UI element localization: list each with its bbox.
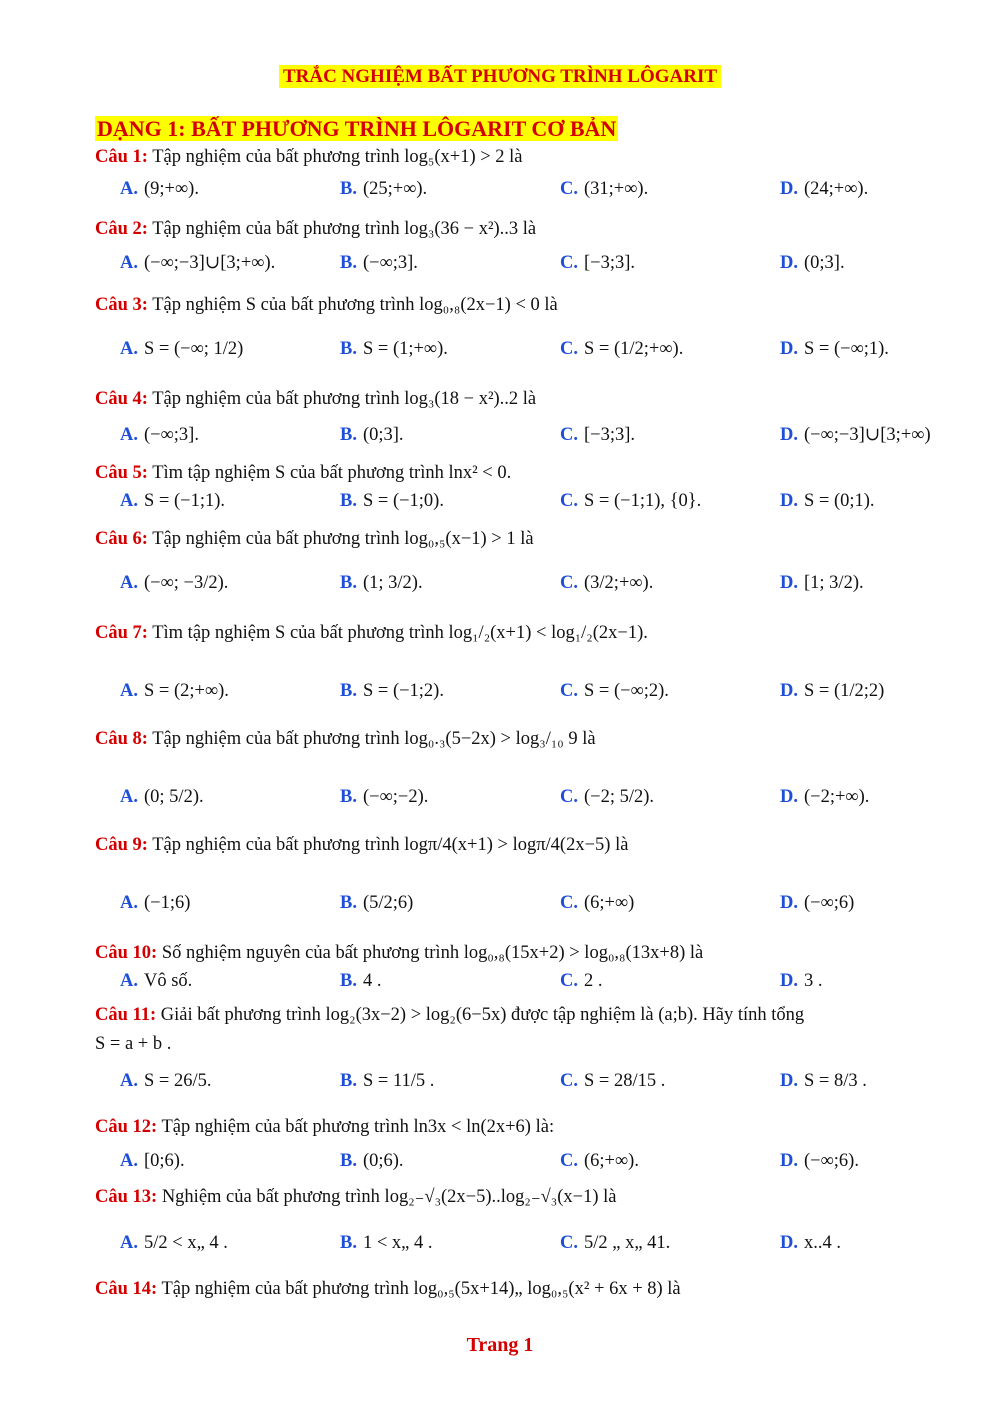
option-label: C. [560,893,578,913]
question-stem: Tập nghiệm của bất phương trình log₀.₃(5−2x) > log₃/₁₀ 9 là [147,729,596,749]
question-10 [95,942,703,964]
option-label: D. [780,339,798,359]
option-text: S = (1;+∞). [362,339,448,359]
answer-option-a [120,1232,228,1254]
answer-option-a [120,892,190,914]
question-number: Câu 5: [95,463,148,483]
option-text: (0;6). [362,1151,404,1171]
answer-option-c [560,1150,639,1172]
option-text: (−∞;−3]∪[3;+∞) [804,425,931,445]
option-text: (−∞; −3/2). [144,573,229,593]
option-text: (−∞;−3]∪[3;+∞). [144,253,276,273]
answer-option-c [560,338,683,360]
answer-option-d [780,1070,867,1092]
option-label: A. [120,573,138,593]
option-label: B. [340,179,357,199]
option-label: A. [120,1233,138,1253]
question-stem: Tìm tập nghiệm S của bất phương trình lnx² < 0. [147,463,512,483]
question-stem: Tập nghiệm của bất phương trình logπ/4(x+1) > logπ/4(2x−5) là [147,835,629,855]
question-stem: Tập nghiệm của bất phương trình log₀,₅(x−1) > 1 là [147,529,534,549]
answer-option-a [120,1070,212,1092]
option-text: 4 . [362,971,382,991]
option-text: (−2; 5/2). [584,787,655,807]
question-stem: Tập nghiệm S của bất phương trình log₀,₈(2x−1) < 0 là [147,295,558,315]
option-label: B. [340,681,357,701]
answer-option-b [340,680,444,702]
option-label: A. [120,787,138,807]
answer-option-d [780,424,931,446]
question-number: Câu 8: [95,729,148,749]
question-stem: Tập nghiệm của bất phương trình log₃(36 − x²)..3 là [147,219,537,239]
option-text: (0;3]. [362,425,404,445]
option-label: C. [560,253,578,273]
question-4 [95,388,536,410]
option-text: 1 < x„ 4 . [362,1233,433,1253]
question-number: Câu 2: [95,219,148,239]
question-8 [95,728,596,750]
option-text: S = (1/2;2) [804,681,885,701]
option-text: S = (−∞; 1/2) [144,339,244,359]
page-number: Trang 1 [466,1334,534,1356]
answer-option-d [780,252,845,274]
option-label: C. [560,425,578,445]
answer-option-b [340,892,413,914]
option-label: B. [340,971,357,991]
option-label: C. [560,787,578,807]
question-number: Câu 14: [95,1279,158,1299]
option-label: A. [120,253,138,273]
option-label: C. [560,179,578,199]
question-3 [95,294,558,316]
answer-option-a [120,1150,185,1172]
question-number: Câu 13: [95,1187,158,1207]
option-label: A. [120,971,138,991]
option-label: C. [560,1151,578,1171]
option-label: D. [780,1151,798,1171]
answer-option-a [120,680,229,702]
section-heading: DẠNG 1: BẤT PHƯƠNG TRÌNH LÔGARIT CƠ BẢN [97,116,617,141]
option-text: (−1;6) [144,893,191,913]
question-7 [95,622,648,644]
option-text: (−∞;−2). [362,787,429,807]
option-label: A. [120,491,138,511]
answer-option-d [780,572,864,594]
question-number: Câu 11: [95,1005,157,1025]
answer-option-a [120,178,199,200]
option-text: (0; 5/2). [144,787,204,807]
question-9 [95,834,628,856]
option-label: D. [780,787,798,807]
answer-option-a [120,572,228,594]
option-text: S = (−∞;2). [584,681,669,701]
question-6 [95,528,534,550]
option-text: (5/2;6) [362,893,414,913]
option-label: B. [340,1233,357,1253]
question-number: Câu 3: [95,295,148,315]
answer-option-b [340,1232,433,1254]
option-text: (31;+∞). [584,179,649,199]
option-label: A. [120,425,138,445]
option-text: (24;+∞). [804,179,869,199]
option-label: D. [780,179,798,199]
answer-option-b [340,178,427,200]
answer-option-a [120,490,225,512]
question-14 [95,1278,681,1300]
answer-option-b [340,786,428,808]
answer-option-c [560,178,648,200]
question-2 [95,218,536,240]
answer-option-b [340,1150,404,1172]
option-label: D. [780,893,798,913]
option-label: B. [340,1151,357,1171]
answer-option-d [780,1150,859,1172]
option-label: A. [120,179,138,199]
answer-option-b [340,572,423,594]
question-5 [95,462,511,484]
answer-option-d [780,178,868,200]
answer-option-a [120,786,204,808]
option-text: S = (−∞;1). [804,339,889,359]
option-text: S = (−1;1), {0}. [584,491,702,511]
option-label: D. [780,1233,798,1253]
answer-option-a [120,424,199,446]
option-text: 3 . [804,971,823,991]
option-label: B. [340,425,357,445]
option-text: 5/2 < x„ 4 . [144,1233,228,1253]
answer-option-b [340,1070,434,1092]
answer-option-d [780,892,854,914]
option-text: S = (−1;2). [362,681,444,701]
option-label: D. [780,573,798,593]
question-13 [95,1186,616,1208]
option-label: B. [340,893,357,913]
question-11 [95,1004,804,1026]
answer-option-a [120,338,243,360]
answer-option-c [560,1070,665,1092]
answer-option-a [120,970,192,992]
option-label: A. [120,681,138,701]
answer-option-c [560,1232,670,1254]
option-label: B. [340,573,357,593]
option-text: [−3;3]. [584,253,636,273]
option-text: S = (0;1). [804,491,875,511]
option-text: (0;3]. [804,253,845,273]
option-label: C. [560,1071,578,1091]
option-label: D. [780,491,798,511]
option-label: D. [780,1071,798,1091]
option-label: D. [780,425,798,445]
option-text: S = 26/5. [144,1071,212,1091]
option-text: 2 . [584,971,603,991]
option-text: (3/2;+∞). [584,573,654,593]
option-label: D. [780,253,798,273]
answer-option-b [340,970,381,992]
question-number: Câu 9: [95,835,148,855]
option-text: S = (−1;1). [144,491,225,511]
option-text: [1; 3/2). [804,573,864,593]
answer-option-d [780,786,869,808]
question-number: Câu 1: [95,147,148,167]
option-label: C. [560,681,578,701]
question-number: Câu 10: [95,943,158,963]
answer-option-d [780,490,875,512]
answer-option-c [560,490,701,512]
option-label: C. [560,971,578,991]
option-label: A. [120,339,138,359]
option-text: [−3;3]. [584,425,636,445]
answer-option-b [340,424,404,446]
answer-option-d [780,680,884,702]
option-label: A. [120,893,138,913]
question-number: Câu 12: [95,1117,158,1137]
option-label: B. [340,1071,357,1091]
answer-option-b [340,252,418,274]
answer-option-c [560,680,669,702]
question-1 [95,146,523,168]
option-text: S = 28/15 . [584,1071,666,1091]
question-stem: Số nghiệm nguyên của bất phương trình log₀,₈(15x+2) > log₀,₈(13x+8) là [157,943,704,963]
option-label: C. [560,1233,578,1253]
option-text: (−∞;3]. [362,253,418,273]
option-text: (−∞;3]. [144,425,199,445]
option-text: (6;+∞). [584,1151,639,1171]
option-label: A. [120,1151,138,1171]
option-label: B. [340,787,357,807]
answer-option-c [560,424,635,446]
answer-option-c [560,892,634,914]
question-stem: Tập nghiệm của bất phương trình log₃(18 − x²)..2 là [147,389,537,409]
question-stem: Tập nghiệm của bất phương trình log₀,₅(5x+14)„ log₀,₅(x² + 6x + 8) là [157,1279,681,1299]
option-text: (−∞;6) [804,893,855,913]
answer-option-c [560,252,635,274]
option-text: (9;+∞). [144,179,199,199]
question-stem: Nghiệm của bất phương trình log₂₋√₃(2x−5)..log₂₋√₃(x−1) là [157,1187,617,1207]
answer-option-b [340,490,444,512]
option-label: C. [560,339,578,359]
question-stem: Tập nghiệm của bất phương trình log₅(x+1) > 2 là [147,147,523,167]
option-text: S = (−1;0). [362,491,444,511]
answer-option-a [120,252,275,274]
question-stem: Giải bất phương trình log₂(3x−2) > log₂(6−5x) được tập nghiệm là (a;b). Hãy tính tổng [156,1005,805,1025]
document-title: TRẮC NGHIỆM BẤT PHƯƠNG TRÌNH LÔGARIT [0,66,1000,88]
answer-option-c [560,572,653,594]
option-text: x..4 . [804,1233,841,1253]
option-label: B. [340,339,357,359]
option-label: D. [780,971,798,991]
option-text: (6;+∞) [584,893,635,913]
option-text: S = 11/5 . [362,1071,435,1091]
option-label: D. [780,681,798,701]
question-number: Câu 4: [95,389,148,409]
question-stem: Tập nghiệm của bất phương trình ln3x < ln(2x+6) là: [157,1117,555,1137]
question-number: Câu 7: [95,623,148,643]
option-label: C. [560,491,578,511]
option-text: (−2;+∞). [804,787,870,807]
option-label: C. [560,573,578,593]
option-text: S = (2;+∞). [144,681,229,701]
question-stem: Tìm tập nghiệm S của bất phương trình log₁/₂(x+1) < log₁/₂(2x−1). [147,623,648,643]
question-number: Câu 6: [95,529,148,549]
option-text: (25;+∞). [362,179,428,199]
option-label: B. [340,253,357,273]
answer-option-d [780,338,889,360]
answer-option-d [780,970,823,992]
option-text: 5/2 „ x„ 41. [584,1233,671,1253]
option-text: (−∞;6). [804,1151,859,1171]
answer-option-d [780,1232,841,1254]
option-label: A. [120,1071,138,1091]
answer-option-c [560,970,603,992]
option-text: S = (1/2;+∞). [584,339,684,359]
option-text: S = 8/3 . [804,1071,867,1091]
option-text: Vô số. [144,971,193,991]
answer-option-c [560,786,654,808]
question-12 [95,1116,554,1138]
option-text: [0;6). [144,1151,185,1171]
question-stem-continued: S = a + b . [95,1034,172,1054]
option-label: B. [340,491,357,511]
option-text: (1; 3/2). [362,573,423,593]
answer-option-b [340,338,448,360]
